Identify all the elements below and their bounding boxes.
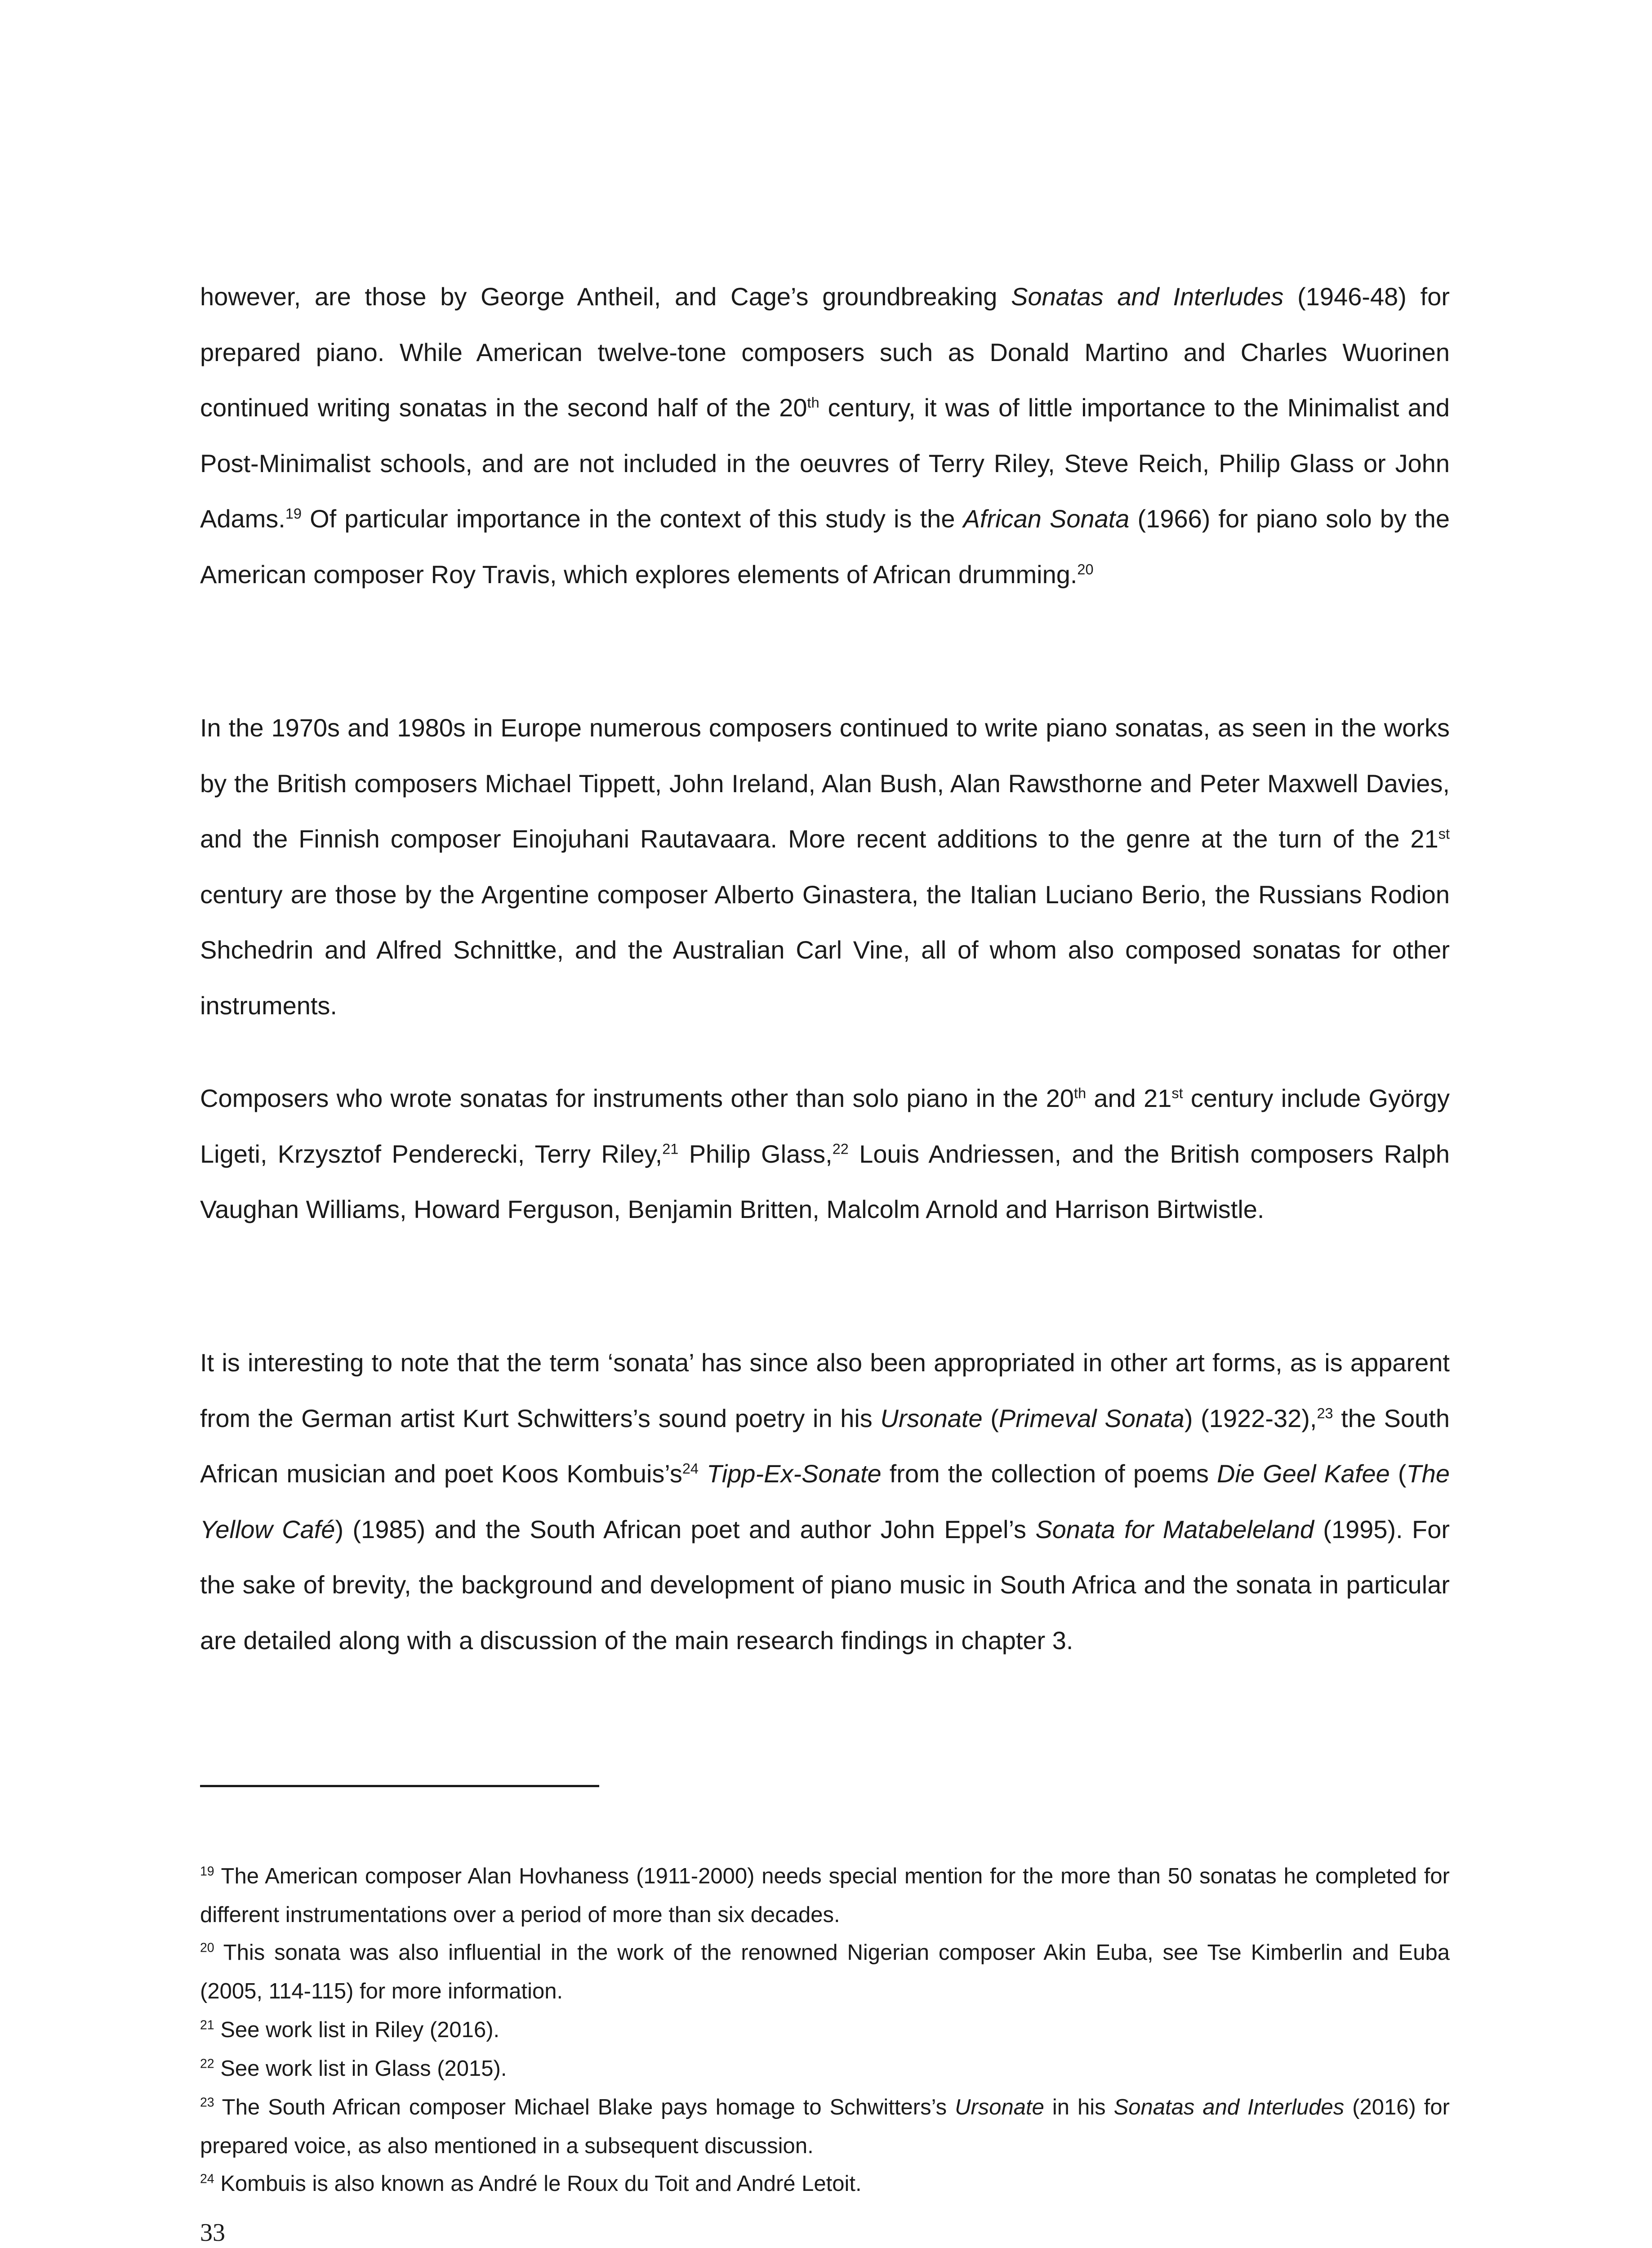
footnote-23 [200,2088,1450,2165]
text-run: Composers who wrote sonatas for instruments other than solo piano in the 20 [200,1084,1074,1112]
footnote-text: See work list in Glass (2015). [214,2056,507,2081]
footnote-22 [200,2049,1450,2088]
body-paragraph-3 [200,1070,1450,1237]
footnote-ref-22[interactable]: 22 [832,1140,849,1157]
italic-title: Tipp-Ex-Sonate [707,1459,882,1488]
italic-title: African Sonata [963,504,1130,533]
footnote-21 [200,2011,1450,2049]
italic-title: Ursonate [955,2095,1044,2119]
text-run: (1966) for piano solo by the American composer Roy Travis, which explores elements of African drumming. [200,504,1450,589]
footnote-number: 20 [200,1940,214,1955]
text-run: Philip Glass, [678,1139,833,1168]
text-run: (1995). For the sake of brevity, the background and development of piano music in South Africa and the sonata in particular are detailed along with a discussion of the main research findings in chapter 3. [200,1515,1450,1655]
ordinal-suffix: th [807,394,819,411]
footnote-text: Kombuis is also known as André le Roux du Toit and André Letoit. [214,2172,862,2196]
footnote-text: (2016) for prepared voice, as also mentioned in a subsequent discussion. [200,2095,1450,2158]
footnote-text: The American composer Alan Hovhaness (1911-2000) needs special mention for the more than 50 sonatas he completed for different instrumentations over a period of more than six decades. [200,1864,1450,1927]
text-run: the South African musician and poet Koos Kombuis’s [200,1404,1450,1488]
footnote-text: The South African composer Michael Blake pays homage to Schwitters’s [214,2095,955,2119]
footnote-number: 21 [200,2018,214,2033]
text-run: Louis Andriessen, and the British composers Ralph Vaughan Williams, Howard Ferguson, Benjamin Britten, Malcolm Arnold and Harrison Birtwistle. [200,1139,1450,1223]
text-run [699,1459,707,1488]
text-run: however, are those by George Antheil, and Cage’s groundbreaking [200,282,1011,311]
text-run: ( [982,1404,999,1432]
footnote-text: This sonata was also influential in the work of the renowned Nigerian composer Akin Euba, see Tse Kimberlin and Euba (2005, 114-115) for more information. [200,1940,1450,2003]
footnote-number: 19 [200,1864,214,1879]
text-run: ) (1922-32), [1184,1404,1317,1432]
italic-title: Sonatas and Interludes [1011,282,1284,311]
body-paragraph-4 [200,1335,1450,1668]
footnote-ref-19[interactable]: 19 [285,505,302,522]
italic-title: Ursonate [880,1404,983,1432]
text-run: from the collection of poems [881,1459,1217,1488]
italic-title: Sonatas and Interludes [1113,2095,1345,2119]
text-run: It is interesting to note that the term ‘sonata’ has since also been appropriated in other art forms, as is apparent from the German artist Kurt Schwitters’s sound poetry in his [200,1348,1450,1432]
text-run: ( [1389,1459,1407,1488]
footnote-separator [200,1785,599,1787]
text-run: century include György Ligeti, Krzysztof Penderecki, Terry Riley, [200,1084,1450,1168]
footnote-19 [200,1857,1450,1934]
ordinal-suffix: st [1438,825,1450,842]
body-paragraph-1 [200,269,1450,602]
text-run: (1946-48) for prepared piano. While American twelve-tone composers such as Donald Martino and Charles Wuorinen continued writing sonatas in the second half of the 20 [200,282,1450,422]
footnote-number: 22 [200,2056,214,2071]
ordinal-suffix: st [1171,1085,1183,1102]
footnote-number: 23 [200,2095,214,2110]
italic-title: Sonata for Matabeleland [1035,1515,1314,1543]
italic-title: The Yellow Café [200,1459,1450,1543]
text-run: century, it was of little importance to the Minimalist and Post-Minimalist schools, and are not included in the oeuvres of Terry Riley, Steve Reich, Philip Glass or John Adams. [200,393,1450,533]
footnote-number: 24 [200,2172,214,2186]
text-run: century are those by the Argentine composer Alberto Ginastera, the Italian Luciano Berio, the Russians Rodion Shchedrin and Alfred Schnittke, and the Australian Carl Vine, all of whom also composed sonatas for other instruments. [200,880,1450,1020]
body-paragraph-2 [200,700,1450,1033]
footnote-text: in his [1044,2095,1114,2119]
italic-title: Primeval Sonata [998,1404,1184,1432]
footnote-ref-21[interactable]: 21 [662,1140,679,1157]
footnote-ref-23[interactable]: 23 [1317,1405,1333,1421]
text-run: In the 1970s and 1980s in Europe numerous composers continued to write piano sonatas, as seen in the works by the British composers Michael Tippett, John Ireland, Alan Bush, Alan Rawsthorne and Peter Maxwell Davies, and the Finnish composer Einojuhani Rautavaara. More recent additions to the genre at the turn of the 21 [200,714,1450,853]
text-run: Of particular importance in the context of this study is the [301,504,963,533]
italic-title: Die Geel Kafee [1217,1459,1390,1488]
footnote-ref-20[interactable]: 20 [1077,561,1094,577]
footnote-ref-24[interactable]: 24 [682,1460,699,1477]
footnote-text: See work list in Riley (2016). [214,2018,500,2042]
text-run: ) (1985) and the South African poet and author John Eppel’s [335,1515,1036,1543]
ordinal-suffix: th [1074,1085,1086,1102]
page-number: 33 [200,2219,225,2247]
footnote-20 [200,1933,1450,2011]
footnote-24 [200,2164,1450,2203]
text-run: and 21 [1086,1084,1172,1112]
